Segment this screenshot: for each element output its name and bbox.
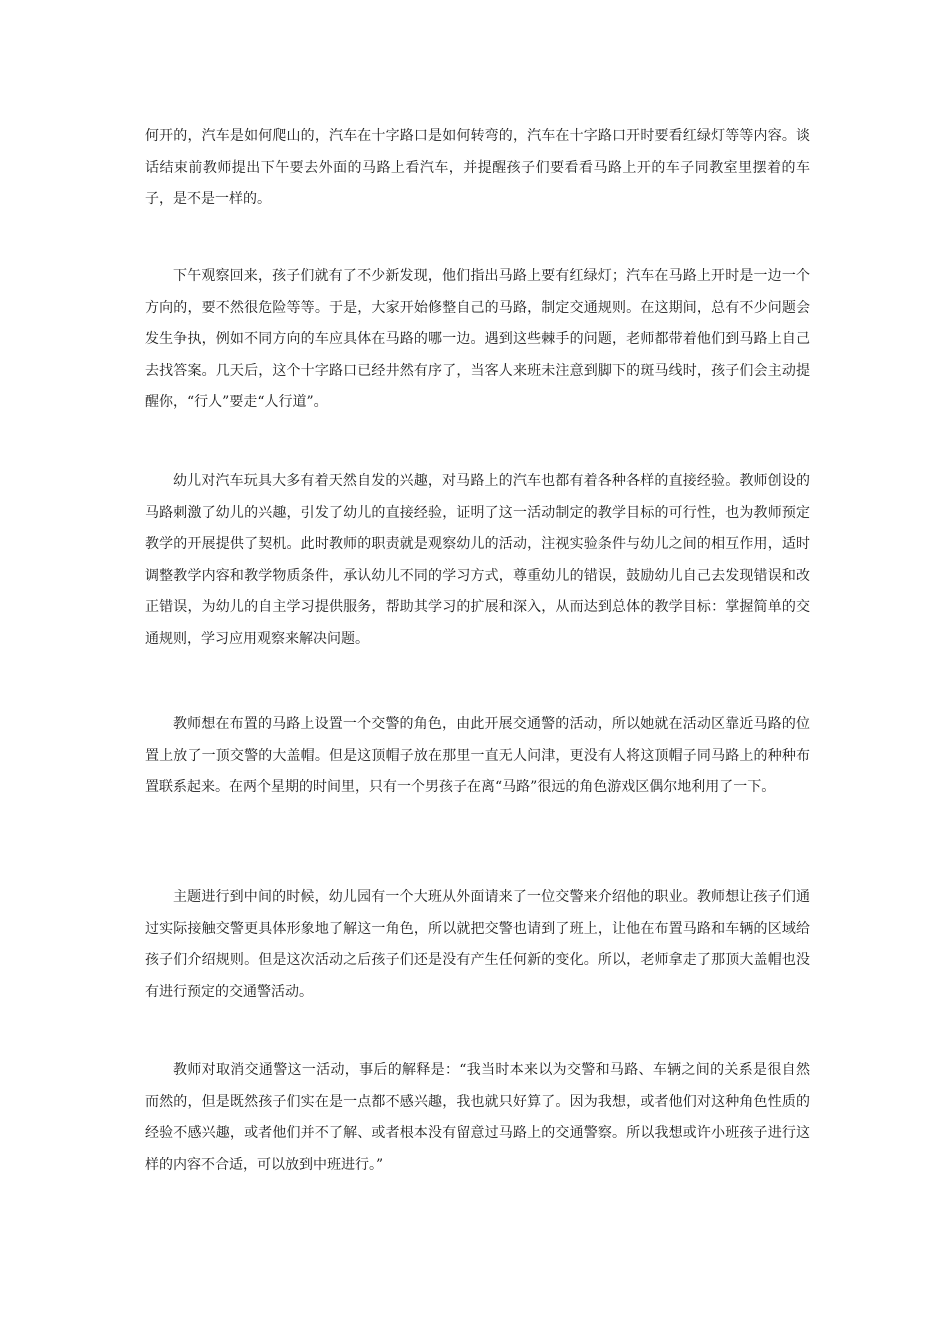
paragraph-continuation: 何开的，汽车是如何爬山的，汽车在十字路口是如何转弯的，汽车在十字路口开时要看红绿灯等等内容。谈话结束前教师提出下午要去外面的马路上看汽车，并提醒孩子们要看看马路上开的车子同教室里摆着的车子，是不是一样的。 xyxy=(145,128,810,207)
paragraph-teacher-explanation: 教师对取消交通警这一活动，事后的解释是：“我当时本来以为交警和马路、车辆之间的关系是很自然而然的，但是既然孩子们实在是一点都不感兴趣，我也就只好算了。因为我想，或者他们对这种角色性质的经验不感兴趣，或者他们并不了解、或者根本没有留意过马路上的交通警察。所以我想或许小班孩子进行这样的内容不合适，可以放到中班进行。” xyxy=(145,1062,810,1173)
paragraph-observation: 下午观察回来，孩子们就有了不少新发现，他们指出马路上要有红绿灯；汽车在马路上开时是一边一个方向的，要不然很危险等等。于是，大家开始修整自己的马路，制定交通规则。在这期间，总有不少问题会发生争执，例如不同方向的车应具体在马路的哪一边。遇到这些棘手的问题，老师都带着他们到马路上自己去找答案。几天后，这个十字路口已经井然有序了，当客人来班未注意到脚下的斑马线时，孩子们会主动提醒你，“行人”要走“人行道”。 xyxy=(145,268,810,410)
paragraph-traffic-police-hat: 教师想在布置的马路上设置一个交警的角色，由此开展交通警的活动，所以她就在活动区靠近马路的位置上放了一顶交警的大盖帽。但是这顶帽子放在那里一直无人问津，更没有人将这顶帽子同马路上的种种布置联系起来。在两个星期的时间里，只有一个男孩子在离“马路”很远的角色游戏区偶尔地利用了一下。 xyxy=(145,716,810,795)
paragraph-analysis: 幼儿对汽车玩具大多有着天然自发的兴趣，对马路上的汽车也都有着各种各样的直接经验。教师创设的马路刺激了幼儿的兴趣，引发了幼儿的直接经验，证明了这一活动制定的教学目标的可行性，也为教师预定教学的开展提供了契机。此时教师的职责就是观察幼儿的活动，注视实验条件与幼儿之间的相互作用，适时调整教学内容和教学物质条件，承认幼儿不同的学习方式，尊重幼儿的错误，鼓励幼儿自己去发现错误和改正错误，为幼儿的自主学习提供服务，帮助其学习的扩展和深入，从而达到总体的教学目标：掌握简单的交通规则，学习应用观察来解决问题。 xyxy=(145,473,810,647)
paragraph-police-visit: 主题进行到中间的时候，幼儿园有一个大班从外面请来了一位交警来介绍他的职业。教师想让孩子们通过实际接触交警更具体形象地了解这一角色，所以就把交警也请到了班上，让他在布置马路和车辆的区域给孩子们介绍规则。但是这次活动之后孩子们还是没有产生任何新的变化。所以，老师拿走了那顶大盖帽也没有进行预定的交通警活动。 xyxy=(145,889,810,1000)
